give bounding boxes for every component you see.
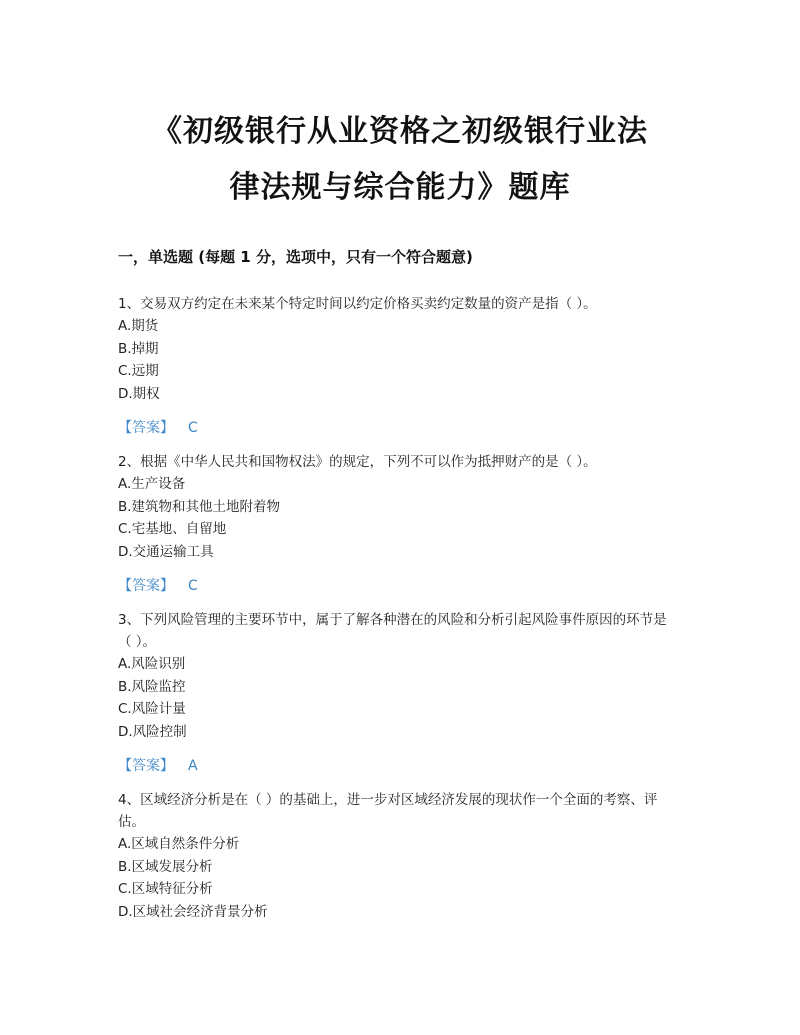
question-stem: 2、根据《中华人民共和国物权法》的规定，下列不可以作为抵押财产的是（ ）。 (118, 454, 597, 470)
question-1 (118, 293, 678, 437)
document-title-line-1: 《初级银行从业资格之初级银行业法 (152, 114, 648, 149)
answer-label: 【答案】 (118, 420, 174, 436)
question-stem: 4、区域经济分析是在（ ）的基础上，进一步对区域经济发展的现状作一个全面的考察、评估。 (118, 792, 658, 830)
option-d: D.风险控制 (118, 723, 187, 740)
option-b: B.风险监控 (118, 678, 186, 695)
question-3 (118, 609, 678, 775)
answer-value: A (188, 758, 198, 774)
option-d: D.区域社会经济背景分析 (118, 903, 268, 920)
option-c: C.风险计量 (118, 701, 186, 717)
document-title-line-2: 律法规与综合能力》题库 (229, 170, 571, 205)
question-stem: 3、下列风险管理的主要环节中，属于了解各种潜在的风险和分析引起风险事件原因的环节是（ ）。 (118, 612, 667, 650)
answer-value: C (188, 578, 198, 594)
answer-label: 【答案】 (118, 578, 174, 594)
section-heading: 一，单选题 (每题 1 分，选项中，只有一个符合题意) (118, 248, 473, 266)
question-2 (118, 451, 678, 595)
option-a: A.生产设备 (118, 476, 186, 492)
option-a: A.风险识别 (118, 656, 186, 672)
answer-line (118, 419, 678, 437)
answer-value: C (188, 420, 198, 436)
answer-label: 【答案】 (118, 758, 174, 774)
option-d: D.期权 (118, 385, 160, 402)
question-4 (118, 789, 678, 923)
option-c: C.宅基地、自留地 (118, 521, 227, 537)
option-c: C.远期 (118, 363, 159, 379)
option-a: A.区域自然条件分析 (118, 836, 240, 852)
option-b: B.建筑物和其他土地附着物 (118, 498, 281, 515)
answer-line (118, 757, 678, 775)
option-b: B.区域发展分析 (118, 858, 213, 875)
option-c: C.区域特征分析 (118, 881, 213, 897)
option-b: B.掉期 (118, 340, 159, 357)
option-a: A.期货 (118, 318, 159, 334)
answer-line (118, 577, 678, 595)
question-list (118, 293, 678, 923)
question-stem: 1、交易双方约定在未来某个特定时间以约定价格买卖约定数量的资产是指（ ）。 (118, 296, 597, 312)
document-title (100, 104, 700, 216)
option-d: D.交通运输工具 (118, 543, 214, 560)
